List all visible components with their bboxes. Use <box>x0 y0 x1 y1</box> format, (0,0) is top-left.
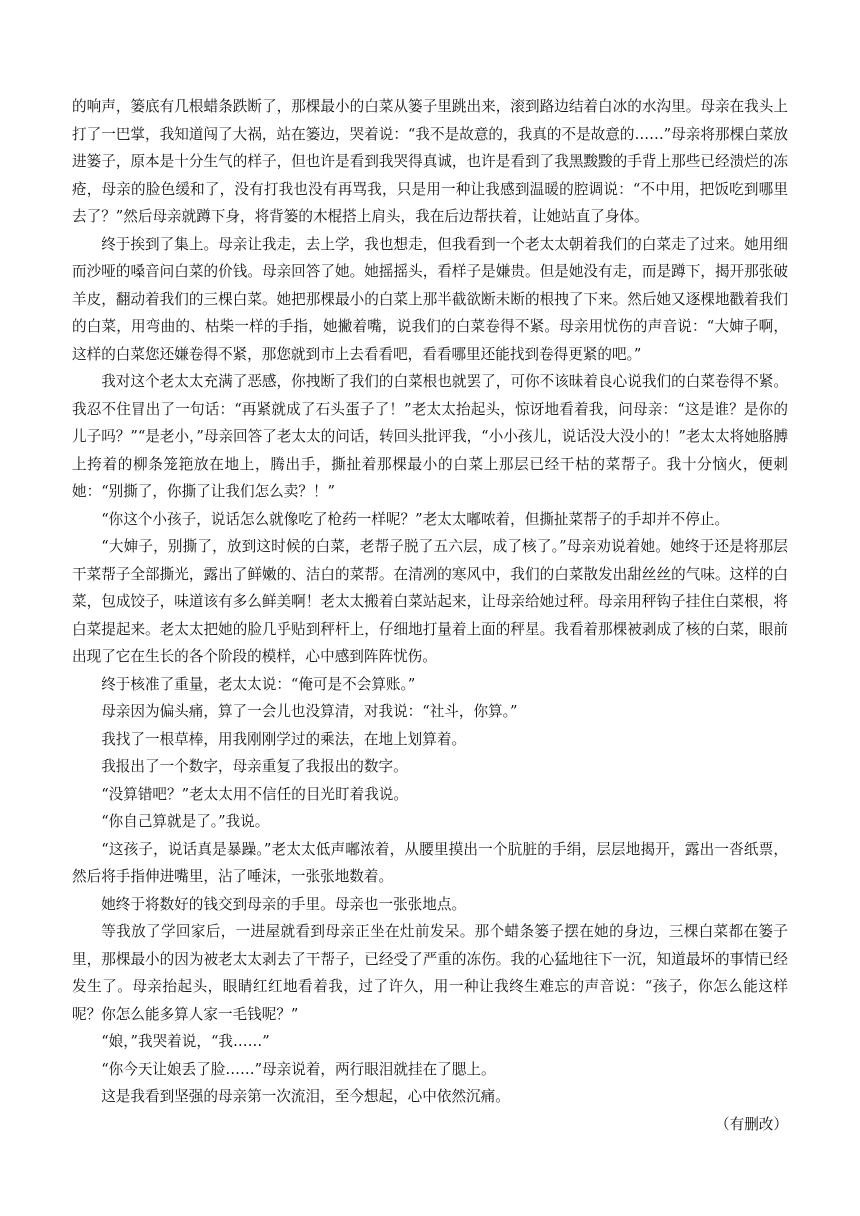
paragraph-8: 我找了一根草棒，用我刚刚学过的乘法，在地上划算着。 <box>101 730 467 748</box>
paragraph-10: “没算错吧？”老太太用不信任的目光盯着我说。 <box>101 785 408 803</box>
paragraph-11: “你自己算就是了。”我说。 <box>101 813 270 830</box>
paragraph-12: “这孩子，说话真是暴躁。”老太太低声嘟浓着，从腰里摸出一个肮脏的手绢，层层地揭开，露出一沓纸票，然后将手指伸进嘴里，沾了唾沫，一张张地数着。 <box>72 840 788 885</box>
paragraph-15: “娘，”我哭着说，“我……” <box>101 1033 270 1050</box>
paragraph-5: “大婶子，别撕了，放到这时候的白菜，老帮子脱了五六层，成了核了。”母亲劝说着她。她终于还是将那层干菜帮子全部撕光，露出了鲜嫩的、洁白的菜帮。在清冽的寒风中，我们的白菜散发出甜丝丝的气味。这样的白菜，包成饺子，味道该有多么鲜美啊！老太太搬着白菜站起来，让母亲给她过秤。母亲用秤钩子挂住白菜根，将白菜提起来。老太太把她的脸几乎贴到秤杆上，仔细地打量着上面的秤星。我看着那棵被剥成了核的白菜，眼前出现了它在生长的各个阶段的模样，心中感到阵阵忧伤。 <box>72 538 788 665</box>
paragraph-13: 她终于将数好的钱交到母亲的手里。母亲也一张张地点。 <box>101 895 467 913</box>
paragraph-17: 这是我看到坚强的母亲第一次流泪，至今想起，心中依然沉痛。 <box>101 1088 510 1105</box>
paragraph-7: 母亲因为偏头痛，算了一会儿也没算清，对我说：“社斗，你算。” <box>101 703 518 720</box>
paragraph-3: 我对这个老太太充满了恶感，你拽断了我们的白菜根也就罢了，可你不该昧着良心说我们的白菜卷得不紧。我忍不住冒出了一句话：“再紧就成了石头蛋子了！”老太太抬起头，惊讶地看着我，问母亲：“这是谁？是你的儿子吗？”“是老小，”母亲回答了老太太的问话，转回头批评我，“小小孩儿，说话没大没小的！”老太太将她胳膊上挎着的柳条笼筢放在地上，腾出手，撕扯着那棵最小的白菜上那层已经干枯的菜帮子。我十分恼火，便刺她：“别撕了，你撕了让我们怎么卖？！” <box>72 373 788 500</box>
paragraph-9: 我报出了一个数字，母亲重复了我报出的数字。 <box>101 758 408 775</box>
paragraph-2: 终于挨到了集上。母亲让我走，去上学，我也想走，但我看到一个老太太朝着我们的白菜走了过来。她用细而沙哑的嗓音问白菜的价钱。母亲回答了她。她摇摇头，看样子是嫌贵。但是她没有走，而是蹲下，揭开那张破羊皮，翻动着我们的三棵白菜。她把那棵最小的白菜上那半截欲断未断的根拽了下来。然后她又逐棵地戳着我们的白菜，用弯曲的、枯柴一样的手指，她撇着嘴，说我们的白菜卷得不紧。母亲用忧伤的声音说：“大婶子啊，这样的白菜您还嫌卷得不紧，那您就到市上去看看吧，看看哪里还能找到卷得更紧的吧。” <box>72 235 788 363</box>
revision-note: （有删改） <box>715 1115 788 1133</box>
paragraph-1: 的响声，篓底有几根蜡条跌断了，那棵最小的白菜从篓子里跳出来，滚到路边结着白冰的水沟里。母亲在我头上打了一巴掌，我知道闯了大祸，站在篓边，哭着说：“我不是故意的，我真的不是故意的……”母亲将那棵白菜放进篓子，原本是十分生气的样子，但也许是看到我哭得真诚，也许是看到了我黑黢黢的手背上那些已经溃烂的冻疮，母亲的脸色缓和了，没有打我也没有再骂我，只是用一种让我感到温暖的腔调说：“不中用，把饭吃到哪里去了？”然后母亲就蹲下身，将背篓的木棍搭上肩头，我在后边帮扶着，让她站直了身体。 <box>72 98 788 225</box>
document-page <box>72 93 788 1138</box>
paragraph-16: “你今天让娘丢了脸……”母亲说着，两行眼泪就挂在了腮上。 <box>101 1060 496 1078</box>
paragraph-6: 终于核准了重量，老太太说：“俺可是不会算账。” <box>101 675 416 693</box>
paragraph-14: 等我放了学回家后，一进屋就看到母亲正坐在灶前发呆。那个蜡条篓子摆在她的身边，三棵白菜都在篓子里，那棵最小的因为被老太太剥去了干帮子，已经受了严重的冻伤。我的心猛地往下一沉，知道最坏的事情已经发生了。母亲抬起头，眼睛红红地看着我，过了许久，用一种让我终生难忘的声音说：“孩子，你怎么能这样呢？你怎么能多算人家一毛钱呢？” <box>72 923 788 1023</box>
paragraph-4: “你这个小孩子，说话怎么就像吃了枪药一样呢？”老太太嘟哝着，但撕扯菜帮子的手却并不停止。 <box>101 510 730 528</box>
